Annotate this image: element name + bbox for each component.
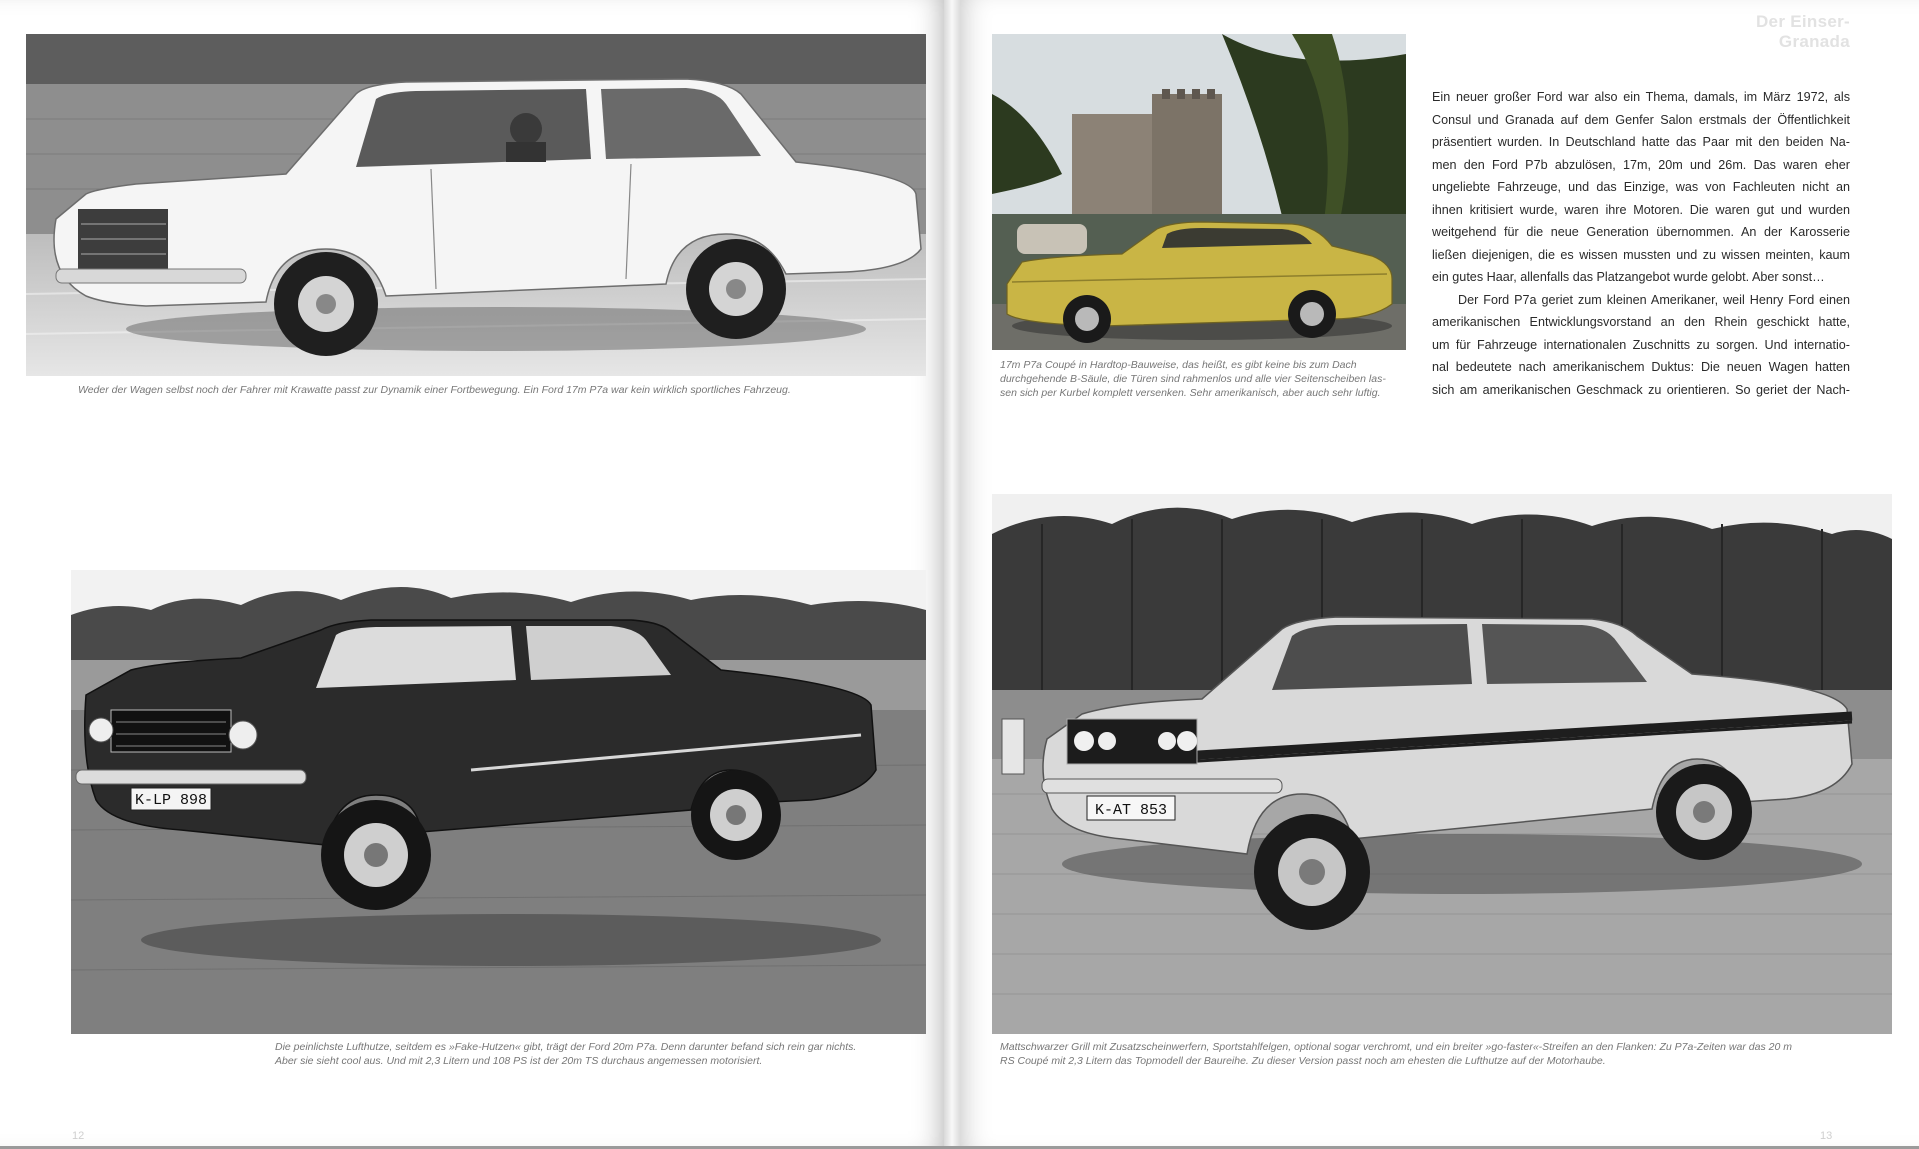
body-line: ihnen kritisiert wurde, waren ihre Motoren. Die waren gut und wurden (1432, 202, 1850, 217)
photo-yellow-coupe (992, 34, 1406, 350)
caption-line: Aber sie sieht cool aus. Und mit 2,3 Litern und 108 PS ist der 20m TS durchaus angemessen motorisiert. (275, 1055, 763, 1067)
photo-white-sedan (26, 34, 926, 376)
body-line: ein gutes Haar, allenfalls das Platzangebot wurde gelobt. Aber sonst… (1432, 270, 1825, 284)
body-line: men den Ford P7b abzulösen, 17m, 20m und 26m. Das waren eher (1432, 157, 1850, 172)
body-line: Ein neuer großer Ford war also ein Thema, damals, im März 1972, als (1432, 90, 1850, 104)
photo-silver-coupe (992, 494, 1892, 1034)
plate-left: K-LP 898 (134, 792, 208, 809)
body-line: nal bedeutete nach amerikanischem Duktus: Die neuen Wagen hatten (1432, 360, 1850, 374)
body-text (1432, 86, 1850, 401)
page-number-left: 12 (72, 1130, 85, 1142)
body-line: Der Ford P7a geriet zum kleinen Amerikaner, weil Henry Ford einen (1458, 292, 1850, 307)
body-line: ließen diejenigen, die es wissen mussten und zu wissen meinten, kaum (1432, 247, 1850, 262)
caption-line: 17m P7a Coupé in Hardtop-Bauweise, das heißt, es gibt keine bis zum Dach (1000, 359, 1357, 371)
body-line: Consul und Granada auf dem Genfer Salon erstmals der Öffentlichkeit (1432, 112, 1850, 127)
caption-line: Weder der Wagen selbst noch der Fahrer mit Krawatte passt zur Dynamik einer Fortbewegung. Ein Ford 17m P7a war kein wirklich sportliches Fahrzeug. (78, 384, 791, 396)
book-gutter (944, 0, 960, 1149)
caption-line: Die peinlichste Lufthutze, seitdem es »Fake-Hutzen« gibt, trägt der Ford 20m P7a. Denn darunter befand sich rein gar nichts. (275, 1041, 857, 1053)
running-head: Der Einser-Granada (1755, 12, 1850, 51)
caption-bottom-left (275, 1040, 935, 1068)
plate-right: K-AT 853 (1094, 802, 1168, 819)
body-line: sich am amerikanischen Geschmack zu orientieren. So geriet der Nach- (1432, 382, 1850, 397)
body-line: präsentiert wurden. In Deutschland hatte das Paar mit den beiden Na- (1432, 135, 1850, 149)
body-line: weitgehend für die neue Generation übernommen. An der Karosserie (1432, 225, 1850, 239)
body-line: amerikanischen Entwicklungsvorstand an den Rhein geschickt hatte, (1432, 315, 1850, 329)
photo-dark-sedan (71, 570, 926, 1034)
caption-line: durchgehende B-Säule, die Türen sind rahmenlos und alle vier Seitenscheiben las- (1000, 373, 1386, 385)
caption-line: RS Coupé mit 2,3 Litern das Topmodell der Baureihe. Zu dieser Version passt noch am ehesten die Lufthutze auf der Motorhaube. (1000, 1055, 1606, 1067)
caption-top-left (78, 383, 918, 397)
caption-bottom-right (1000, 1040, 1900, 1068)
caption-line: Mattschwarzer Grill mit Zusatzscheinwerfern, Sportstahlfelgen, optional sogar verchromt, und ein breiter »go-faster«-Streifen an den Flanken: Zu P7a-Zeiten war das 20 m (1000, 1041, 1792, 1053)
page-number-right: 13 (1820, 1130, 1833, 1142)
caption-line: sen sich per Kurbel komplett versenken. Sehr amerikanisch, aber auch sehr luftig. (1000, 387, 1381, 399)
body-line: um für Fahrzeuge internationalen Zuschnitts zu sorgen. Und internatio- (1432, 337, 1850, 352)
caption-top-right (1000, 358, 1420, 400)
body-line: ungeliebte Fahrzeuge, und das Einzige, was von Fachleuten nicht an (1432, 180, 1850, 194)
